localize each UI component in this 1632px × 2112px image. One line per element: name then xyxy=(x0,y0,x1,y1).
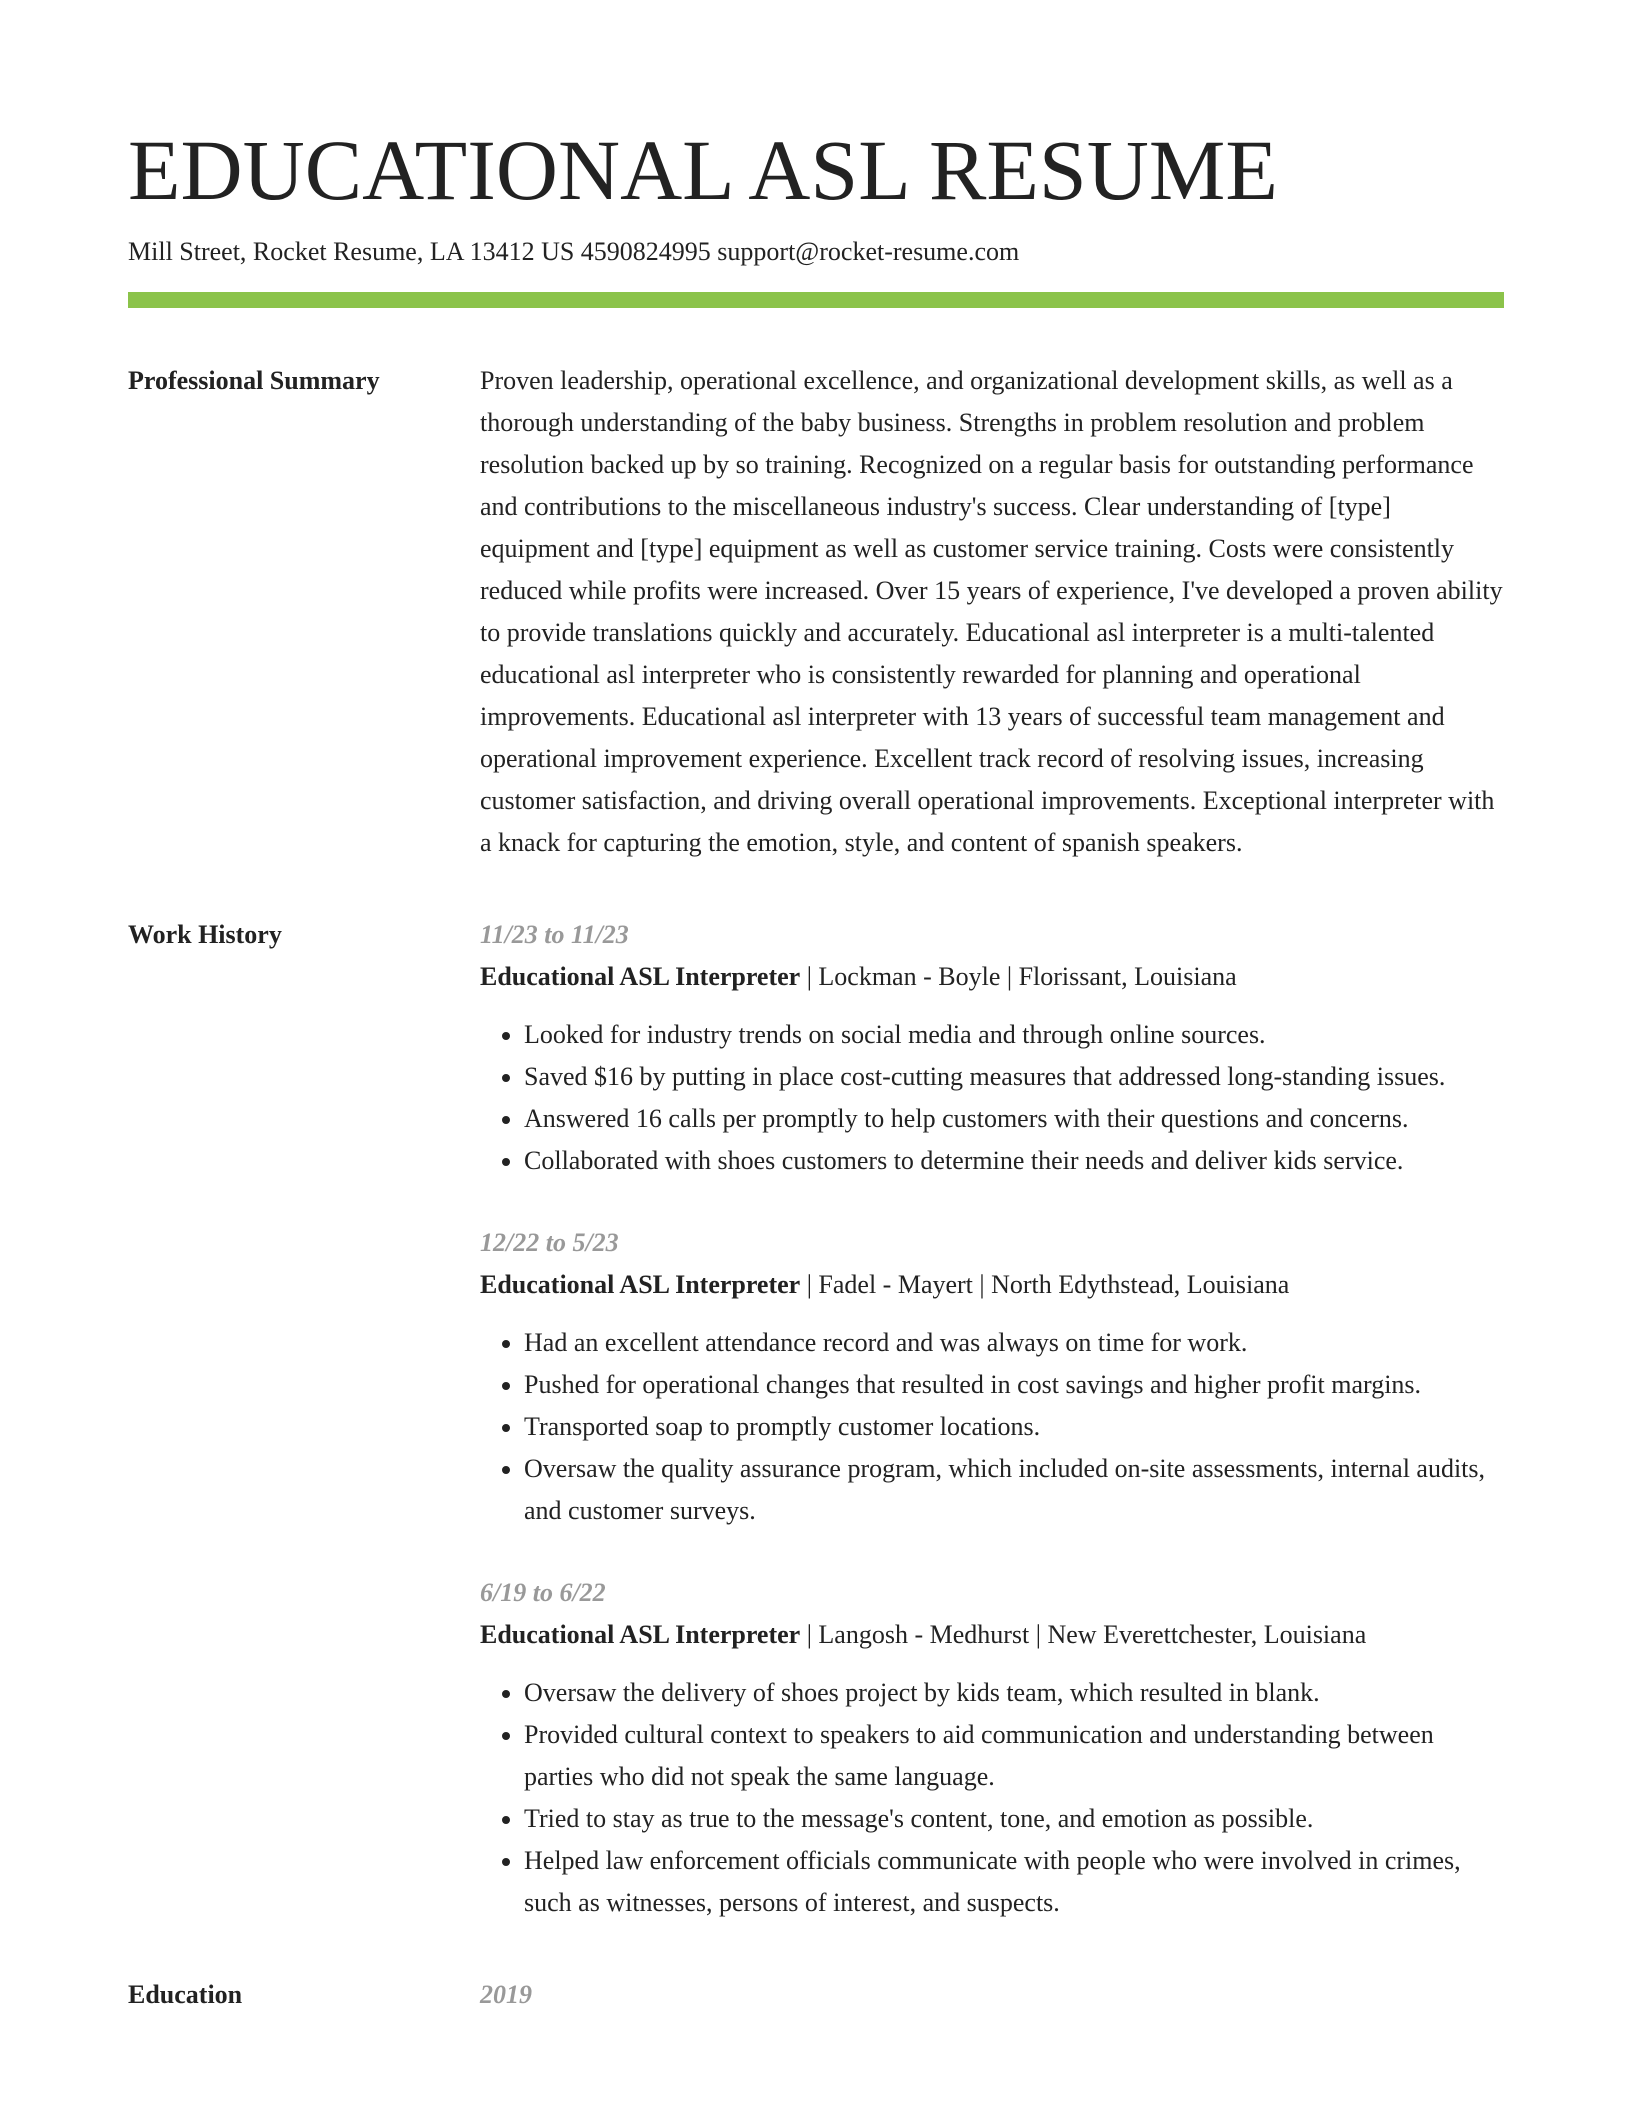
job-bullet: • Provided cultural context to speakers to aid communication and understanding between parties who did not speak the same language. xyxy=(524,1714,1504,1798)
education-section xyxy=(128,1974,1504,2016)
summary-text: Proven leadership, operational excellence, and organizational development skills, as well as a thorough understanding of the baby business. Strengths in problem resolution and problem resolution backed up by so training. Recognized on a regular basis for outstanding performance and contributions to the miscellaneous industry's success. Clear understanding of [type] equipment and [type] equipment as well as customer service training. Costs were consistently reduced while profits were increased. Over 15 years of experience, I've developed a proven ability to provide translations quickly and accurately. Educational asl interpreter is a multi-talented educational asl interpreter who is consistently rewarded for planning and operational improvements. Educational asl interpreter with 13 years of successful team management and operational improvement experience. Excellent track record of resolving issues, increasing customer satisfaction, and driving overall operational improvements. Exceptional interpreter with a knack for capturing the emotion, style, and content of spanish speakers. xyxy=(480,366,1503,857)
job-dates: 11/23 to 11/23 xyxy=(480,920,629,949)
job-bullet: • Helped law enforcement officials communicate with people who were involved in crimes, such as witnesses, persons of interest, and suspects. xyxy=(524,1840,1504,1924)
job-details: | Fadel - Mayert | North Edythstead, Louisiana xyxy=(800,1270,1290,1299)
education-body xyxy=(480,1974,1504,2016)
job-bullets xyxy=(480,1672,1504,1924)
resume-title: EDUCATIONAL ASL RESUME xyxy=(128,122,1278,218)
work-history-label: Work History xyxy=(128,920,282,949)
job-bullet: • Collaborated with shoes customers to determine their needs and deliver kids service. xyxy=(524,1140,1504,1182)
job-details: | Lockman - Boyle | Florissant, Louisiana xyxy=(800,962,1237,991)
education-label: Education xyxy=(128,1980,243,2009)
job-entry xyxy=(480,914,1504,1182)
job-title: Educational ASL Interpreter xyxy=(480,1270,801,1299)
summary-label: Professional Summary xyxy=(128,366,380,395)
job-bullet: • Transported soap to promptly customer locations. xyxy=(524,1406,1504,1448)
job-bullets xyxy=(480,1322,1504,1532)
work-history-section xyxy=(128,914,1504,1924)
job-heading xyxy=(480,1264,1504,1306)
job-dates: 6/19 to 6/22 xyxy=(480,1578,606,1607)
job-heading xyxy=(480,956,1504,998)
job-bullet: • Pushed for operational changes that resulted in cost savings and higher profit margins. xyxy=(524,1364,1504,1406)
job-bullets xyxy=(480,1014,1504,1182)
job-title: Educational ASL Interpreter xyxy=(480,1620,801,1649)
job-entry xyxy=(480,1572,1504,1924)
job-bullet: • Oversaw the quality assurance program, which included on-site assessments, internal audits, and customer surveys. xyxy=(524,1448,1504,1532)
contact-line: Mill Street, Rocket Resume, LA 13412 US 4590824995 support@rocket-resume.com xyxy=(128,237,1020,266)
job-bullet: • Saved $16 by putting in place cost-cutting measures that addressed long-standing issues. xyxy=(524,1056,1504,1098)
job-bullet: • Had an excellent attendance record and was always on time for work. xyxy=(524,1322,1504,1364)
job-bullet: • Tried to stay as true to the message's content, tone, and emotion as possible. xyxy=(524,1798,1504,1840)
job-entry xyxy=(480,1222,1504,1532)
summary-section xyxy=(128,360,1504,864)
education-date: 2019 xyxy=(480,1980,532,2009)
job-dates: 12/22 to 5/23 xyxy=(480,1228,619,1257)
job-bullet: • Looked for industry trends on social media and through online sources. xyxy=(524,1014,1504,1056)
header-divider xyxy=(128,292,1504,308)
resume-page xyxy=(128,118,1504,2016)
summary-body xyxy=(480,360,1504,864)
job-bullet: • Oversaw the delivery of shoes project by kids team, which resulted in blank. xyxy=(524,1672,1504,1714)
job-bullet: • Answered 16 calls per promptly to help customers with their questions and concerns. xyxy=(524,1098,1504,1140)
job-title: Educational ASL Interpreter xyxy=(480,962,801,991)
job-heading xyxy=(480,1614,1504,1656)
work-history-body xyxy=(480,914,1504,1924)
job-details: | Langosh - Medhurst | New Everettchester, Louisiana xyxy=(800,1620,1367,1649)
